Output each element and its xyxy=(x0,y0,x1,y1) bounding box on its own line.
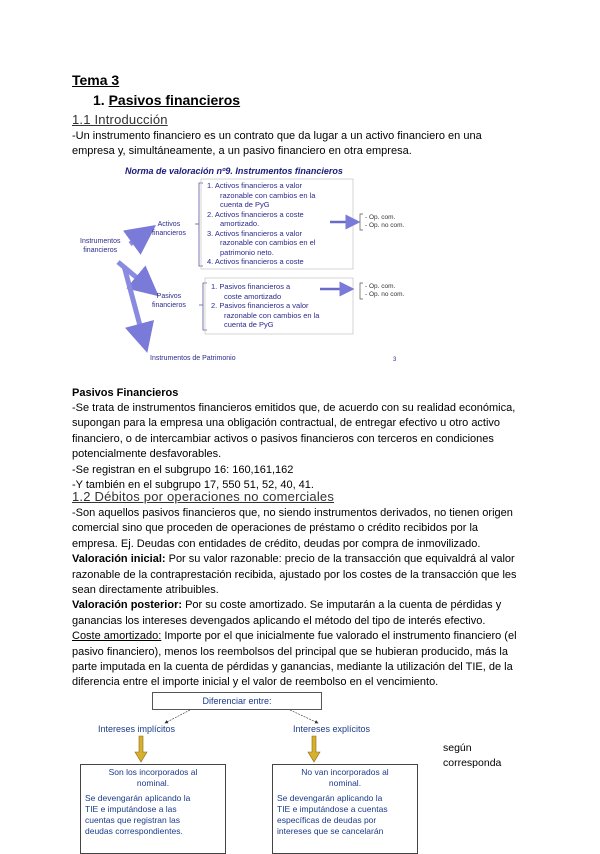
text-line: diferencia entre el importe inicial y el valor de reembolso en el vencimiento. xyxy=(72,676,439,689)
patrimonio-label: Instrumentos de Patrimonio xyxy=(150,355,236,362)
text-line: -Un instrumento financiero es un contrato que da lugar a un activo financiero en una xyxy=(72,130,482,142)
text-line: ganancias los intereses devengados aplicando el método del tipo de interés efectivo. xyxy=(72,614,486,627)
debitos-body xyxy=(72,506,532,691)
list-item: patrimonio neto. xyxy=(220,247,274,257)
subsection-1-title: 1.1 Introducción xyxy=(72,112,168,127)
text-line: potencialmente desfavorables. xyxy=(72,448,222,461)
pasivos-list xyxy=(211,282,351,330)
text-line: razonable de la contraprestación recibida, ajustado por los costes de la transacción que les xyxy=(72,568,517,581)
figure-title: Norma de valoración nº9. Instrumentos financieros xyxy=(125,166,343,176)
list-item: razonable con cambios en la xyxy=(224,310,320,320)
text-line: -Y también en el subgrupo 17, 550 51, 52, 40, 41. xyxy=(72,479,314,492)
text-line: supongan para la empresa una obligación contractual, de entregar efectivo u otro activo xyxy=(72,417,501,430)
intereses-implicitos: Intereses implícitos xyxy=(98,724,176,734)
text-line: parte imputada en la cuenta de pérdidas y ganancias, mediante la utilización del TIE, de la xyxy=(72,661,513,674)
text-line: pasivo financiero), menos los reembolsos del principal que se hubieran producido, más la xyxy=(72,645,508,658)
list-item: amortizado. xyxy=(220,219,260,228)
pasivos-title: Pasivos Financieros xyxy=(72,387,179,399)
pasivos-paragraph xyxy=(72,401,515,493)
activos-label: Activos financieros xyxy=(152,221,186,237)
intereses-explicitos: Intereses explícitos xyxy=(293,724,371,734)
arrow-activos xyxy=(130,228,152,244)
list-item: 4. Activos financieros a coste xyxy=(207,257,304,266)
list-item: razonable con cambios en el xyxy=(220,238,316,247)
segun-corresponda: según corresponda xyxy=(443,742,502,770)
figure-page-number: 3 xyxy=(393,357,397,363)
subsection-2-title: 1.2 Débitos por operaciones no comerciales xyxy=(72,489,335,504)
activos-list xyxy=(207,181,349,267)
list-item: 2. Pasivos financieros a valor xyxy=(211,301,309,310)
arrow-right-down xyxy=(308,736,320,762)
text-line: -Son aquellos pasivos financieros que, no siendo instrumentos derivados, no tienen origen xyxy=(72,507,513,519)
text-line: -Se trata de instrumentos financieros emitidos que, de acuerdo con su realidad económica, xyxy=(72,402,516,414)
topic-title: Tema 3 xyxy=(72,72,120,88)
list-item: 1. Pasivos financieros a xyxy=(211,282,291,291)
valoracion-posterior: Valoración posterior: Por su coste amortizado. Se imputarán a la cuenta de pérdidas y xyxy=(72,599,502,612)
list-item: cuenta de PyG xyxy=(224,320,274,329)
list-item: 2. Activos financieros a coste xyxy=(207,209,304,219)
coste-amortizado: Coste amortizado: Importe por el que inicialmente fue valorado el instrumento financiero (el xyxy=(72,630,517,643)
heading-title: Pasivos financieros xyxy=(108,92,241,108)
text-line: comercial sino que proceden de operaciones de préstamo o crédito recibidos por la xyxy=(72,522,479,535)
ops-activos: - Op. com. - Op. no com. xyxy=(365,214,405,229)
valoracion-inicial: Valoración inicial: Por su valor razonable: precio de la transacción que equivaldrá al valor xyxy=(72,553,515,566)
text-line: empresa y, simultáneamente, a un pasivo financiero en otra empresa. xyxy=(72,145,412,158)
list-item: cuenta de PyG xyxy=(220,200,270,209)
pasivos-label: Pasivos financieros xyxy=(152,293,186,309)
list-item: coste amortizado xyxy=(224,291,282,301)
arrow-left-down xyxy=(135,736,147,762)
root-label: Instrumentos financieros xyxy=(80,238,121,254)
text-line: sean directamente atribuibles. xyxy=(72,584,219,597)
explicitos-card: No van incorporados al nominal. Se devengarán aplicando la TIE e imputándose a cuentas específicas de deudas por intereses que se cancelarán xyxy=(272,764,418,854)
text-line: empresa. Ej. Deudas con entidades de crédito, deudas por compra de inmovilizado. xyxy=(72,537,481,550)
list-item: 3. Activos financieros a valor xyxy=(207,228,303,238)
text-line: financiero, o de intercambiar activos o pasivos financieros con terceros en condiciones xyxy=(72,432,494,445)
list-item: 1. Activos financieros a valor xyxy=(207,181,303,190)
heading-number: 1. xyxy=(93,92,105,108)
implicitos-card: Son los incorporados al nominal. Se devengarán aplicando la TIE e imputándose a las cuentas que registran las deudas correspondientes. xyxy=(80,764,226,854)
list-item: razonable con cambios en la xyxy=(220,190,316,200)
ops-pasivos: - Op. com. - Op. no com. xyxy=(365,283,405,298)
text-line: -Se registran en el subgrupo 16: 160,161,162 xyxy=(72,463,294,476)
diferenciar-box: Diferenciar entre: xyxy=(152,692,322,710)
